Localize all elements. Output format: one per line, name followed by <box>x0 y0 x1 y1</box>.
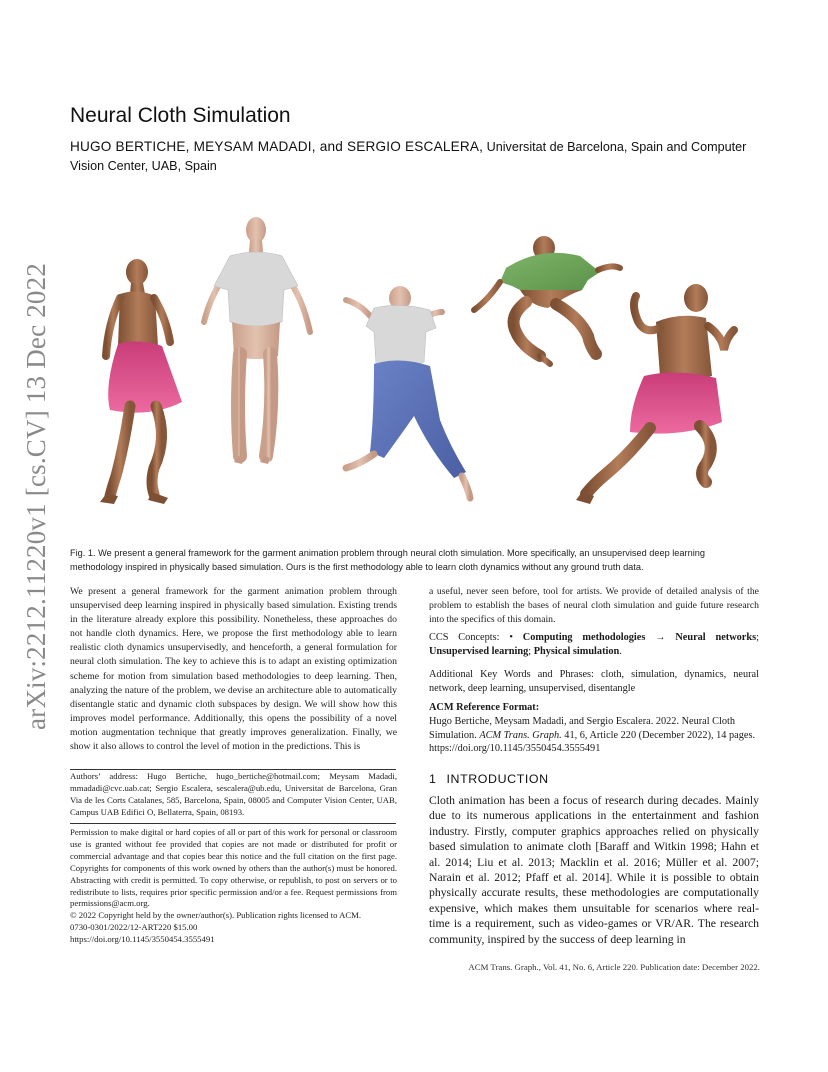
reference-details: 41, 6, Article 220 (December 2022), 14 pages. <box>561 729 756 741</box>
introduction-body: Cloth animation has been a focus of research during decades. Mainly due to its numerous applications in the entertainment and fashion industry. Firstly, computer graphics approaches relied on physically based simulation to animate cloth [Baraff and Witkin 1998; Hahn et al. 2014; Liu et al. 2013; Macklin et al. 2016; Müller et al. 2007; Narain et al. 2012; Pfaff et al. 2014]. While it is possible to obtain physically accurate results, these methodologies are computationally expensive, which makes them unsuitable for scenarios where real-time is a requirement, such as video-games or VR/AR. The research community, inspired by the success of deep learning in <box>429 794 759 946</box>
issn-line: 0730-0301/2022/12-ART220 $15.00 <box>70 922 198 933</box>
copyright-line: © 2022 Copyright held by the owner/author(s). Publication rights licensed to ACM. <box>70 910 362 921</box>
keywords: Additional Key Words and Phrases: cloth, simulation, dynamics, neural network, deep learning, unsupervised, disentangle <box>429 669 759 694</box>
ccs-item: Unsupervised learning <box>429 646 529 657</box>
ccs-item: Computing methodologies → Neural networks <box>522 632 757 643</box>
abstract-right: a useful, never seen before, tool for artists. We provide of detailed analysis of the problem to establish the bases of neural cloth simulation and guide future research into the specifics of this domain. <box>429 586 759 626</box>
figure-standing-shirt <box>204 217 310 464</box>
figure-caption: Fig. 1. We present a general framework for the garment animation problem through neural cloth simulation. More specifically, an unsupervised deep learning methodology inspired in physically based simulation. Ours is the first methodology able to learn cloth dynamics without any ground truth data. <box>70 548 705 572</box>
ccs-separator: ; <box>756 632 759 643</box>
section-title: INTRODUCTION <box>446 772 549 786</box>
section-number: 1 <box>429 772 437 786</box>
arxiv-stamp: arXiv:2212.11220v1 [cs.CV] 13 Dec 2022 <box>21 262 51 730</box>
ccs-label: CCS Concepts: • <box>429 632 523 643</box>
figure-running-skirt <box>576 284 734 504</box>
running-footer: ACM Trans. Graph., Vol. 41, No. 6, Article 220. Publication date: December 2022. <box>468 962 760 972</box>
section-heading-introduction <box>429 772 549 786</box>
footnote-rule <box>70 769 396 770</box>
reference-format-body <box>429 715 759 756</box>
ccs-end: . <box>619 646 622 657</box>
ccs-separator: ; <box>528 646 534 657</box>
author-affiliation: Universitat de Barcelona, Spain and Computer Vision Center, UAB, Spain <box>70 140 747 173</box>
figure-walking-skirt <box>100 259 182 504</box>
reference-journal: ACM Trans. Graph. <box>479 729 562 741</box>
author-names: HUGO BERTICHE, MEYSAM MADADI, and SERGIO ESCALERA, <box>70 139 484 154</box>
reference-doi-link[interactable]: https://doi.org/10.1145/3550454.3555491 <box>429 743 601 754</box>
reference-format-heading: ACM Reference Format: <box>429 702 540 713</box>
permission-doi-link[interactable]: https://doi.org/10.1145/3550454.3555491 <box>70 934 215 945</box>
permission-rule <box>70 823 396 824</box>
authors-address: Authors’ address: Hugo Bertiche, hugo_bertiche@hotmail.com; Meysam Madadi, mmadadi@cvc.uab.cat; Sergio Escalera, sescalera@ub.edu, Universitat de Barcelona, Gran Via de les Corts Catalanes, 585, Barcelona, Spain, 08005 and Computer Vision Center, UAB, Campus UAB Edifici O, Bellaterra, Spain, 08193. <box>70 771 397 817</box>
author-block <box>70 137 770 176</box>
teaser-figure <box>70 206 760 536</box>
ccs-concepts <box>429 631 759 659</box>
figure-posing-pants <box>346 286 470 498</box>
figure-jumping-green <box>474 236 620 364</box>
paper-title: Neural Cloth Simulation <box>70 104 291 127</box>
ccs-item: Physical simulation <box>533 646 620 657</box>
reference-authors: Hugo Bertiche, Meysam Madadi, and Sergio Escalera. 2022. Neural Cloth Simulation. <box>429 716 736 741</box>
abstract-left: We present a general framework for the garment animation problem through unsupervised deep learning inspired in physically based simulation. Existing trends in the literature already explore this possibility. Nonetheless, these approaches do not handle cloth dynamics. Here, we propose the first methodology able to learn realistic cloth dynamics unsupervisedly, and henceforth, a general formulation for neural cloth simulation. The key to achieve this is to adapt an existing optimization scheme for motion from simulation based methodologies to deep learning. Then, analyzing the nature of the problem, we devise an architecture able to automatically disentangle static and dynamic cloth subspaces by design. We will show how this improves model performance. Additionally, this opens the possibility of a novel motion augmentation technique that greatly improves generalization. Finally, we show it also allows to control the level of motion in the predictions. This is <box>70 586 397 753</box>
permission-text: Permission to make digital or hard copies of all or part of this work for personal or classroom use is granted without fee provided that copies are not made or distributed for profit or commercial advantage and that copies bear this notice and the full citation on the first page. Copyrights for components of this work owned by others than the author(s) must be honored. Abstracting with credit is permitted. To copy otherwise, or republish, to post on servers or to redistribute to lists, requires prior specific permission and/or a fee. Request permissions from permissions@acm.org. <box>70 827 397 909</box>
permission-notice <box>70 827 397 946</box>
